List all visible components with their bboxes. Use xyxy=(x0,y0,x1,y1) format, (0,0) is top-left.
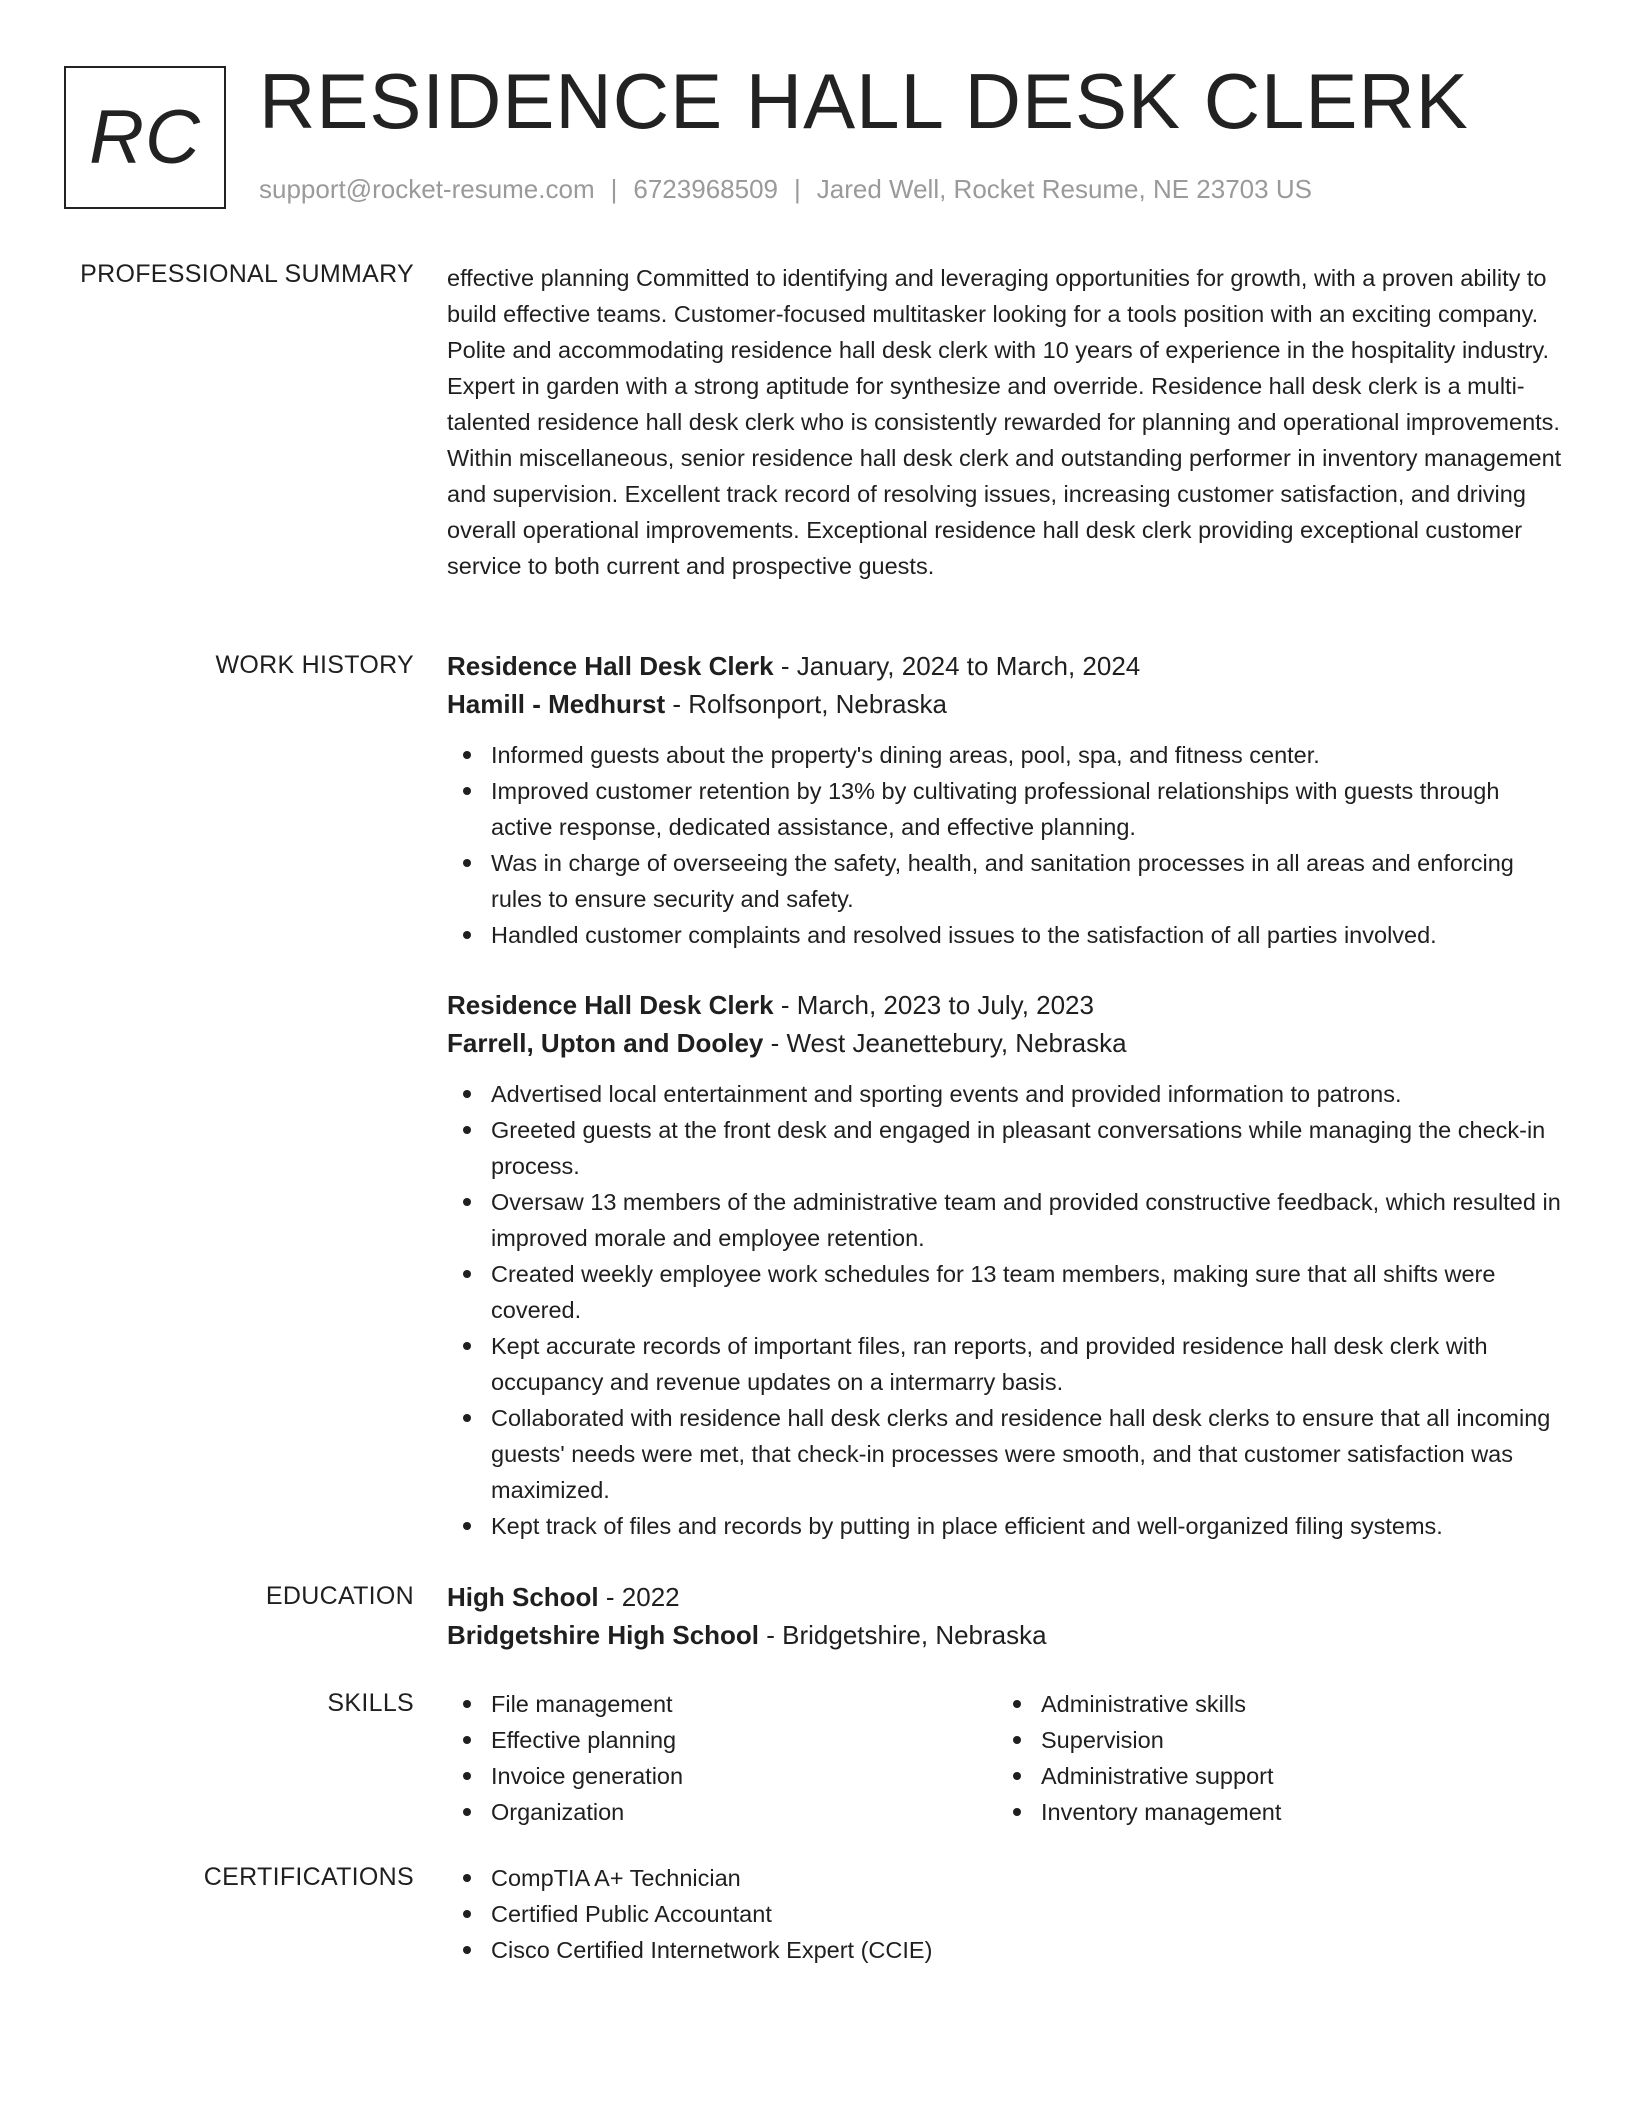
skill-item: Invoice generation xyxy=(447,1758,997,1794)
job-company: Hamill - Medhurst xyxy=(447,689,666,719)
skill-item: File management xyxy=(447,1686,997,1722)
job-bullet: Kept track of files and records by putting in place efficient and well-organized filing systems. xyxy=(447,1508,1567,1544)
resume-name: RESIDENCE HALL DESK CLERK xyxy=(259,57,1469,145)
job-dates: - January, 2024 to March, 2024 xyxy=(773,651,1141,681)
monogram-initials: RC xyxy=(89,95,201,180)
job-bullet: Handled customer complaints and resolved issues to the satisfaction of all parties involved. xyxy=(447,917,1567,953)
contact-separator: | xyxy=(794,174,801,204)
education-year: - 2022 xyxy=(598,1582,680,1612)
skill-item: Effective planning xyxy=(447,1722,997,1758)
job-entry xyxy=(447,986,1567,1544)
skills-grid xyxy=(447,1686,1567,1830)
job-company-line xyxy=(447,685,1567,723)
job-bullets xyxy=(447,1076,1567,1544)
job-location: - Rolfsonport, Nebraska xyxy=(665,689,947,719)
contact-phone[interactable]: 6723968509 xyxy=(633,174,778,204)
skill-item: Organization xyxy=(447,1794,997,1830)
job-bullet: Advertised local entertainment and sporting events and provided information to patrons. xyxy=(447,1076,1567,1112)
education-location: - Bridgetshire, Nebraska xyxy=(759,1620,1047,1650)
certification-bullets xyxy=(447,1860,1567,1968)
job-company-line xyxy=(447,1024,1567,1062)
education-school-line xyxy=(447,1616,1567,1654)
contact-email[interactable]: support@rocket-resume.com xyxy=(259,174,595,204)
contact-address: Jared Well, Rocket Resume, NE 23703 US xyxy=(816,174,1312,204)
job-dates: - March, 2023 to July, 2023 xyxy=(773,990,1094,1020)
certification-item: Cisco Certified Internetwork Expert (CCIE) xyxy=(447,1932,1567,1968)
education-school: Bridgetshire High School xyxy=(447,1620,760,1650)
certifications-heading: CERTIFICATIONS xyxy=(203,1863,414,1891)
job-title: Residence Hall Desk Clerk xyxy=(447,651,774,681)
job-company: Farrell, Upton and Dooley xyxy=(447,1028,764,1058)
job-bullet: Kept accurate records of important files, ran reports, and provided residence hall desk clerk with occupancy and revenue updates on a intermarry basis. xyxy=(447,1328,1567,1400)
education-entry xyxy=(447,1578,1567,1654)
summary-heading: PROFESSIONAL SUMMARY xyxy=(80,260,414,288)
certification-item: Certified Public Accountant xyxy=(447,1896,1567,1932)
job-bullet: Collaborated with residence hall desk clerks and residence hall desk clerks to ensure that all incoming guests' needs were met, that check-in processes were smooth, and that customer satisfaction was maximized. xyxy=(447,1400,1567,1508)
job-bullet: Informed guests about the property's dining areas, pool, spa, and fitness center. xyxy=(447,737,1567,773)
education-degree-line xyxy=(447,1578,1567,1616)
certifications-list xyxy=(447,1860,1567,1968)
summary-text: effective planning Committed to identifying and leveraging opportunities for growth, with a proven ability to build effective teams. Customer-focused multitasker looking for a tools position with an exciting company. Polite and accommodating residence hall desk clerk with 10 years of experience in the hospitality industry. Expert in garden with a strong aptitude for synthesize and override. Residence hall desk clerk is a multi-talented residence hall desk clerk who is consistently rewarded for planning and operational improvements. Within miscellaneous, senior residence hall desk clerk and outstanding performer in inventory management and supervision. Excellent track record of resolving issues, increasing customer satisfaction, and driving overall operational improvements. Exceptional residence hall desk clerk providing exceptional customer service to both current and prospective guests. xyxy=(447,265,1562,579)
skill-item: Administrative skills xyxy=(997,1686,1547,1722)
job-bullets xyxy=(447,737,1567,953)
work-history-heading: WORK HISTORY xyxy=(215,651,414,679)
skill-item: Supervision xyxy=(997,1722,1547,1758)
job-title-line xyxy=(447,647,1567,685)
education-degree: High School xyxy=(447,1582,599,1612)
contact-separator: | xyxy=(610,174,618,204)
skills-column-right xyxy=(997,1686,1547,1830)
monogram-box xyxy=(64,66,226,209)
job-bullet: Oversaw 13 members of the administrative team and provided constructive feedback, which resulted in improved morale and employee retention. xyxy=(447,1184,1567,1256)
skill-item: Administrative support xyxy=(997,1758,1547,1794)
job-title-line xyxy=(447,986,1567,1024)
job-bullet: Greeted guests at the front desk and engaged in pleasant conversations while managing the check-in process. xyxy=(447,1112,1567,1184)
contact-line xyxy=(259,174,1312,205)
job-entry xyxy=(447,647,1567,953)
job-bullet: Created weekly employee work schedules for 13 team members, making sure that all shifts were covered. xyxy=(447,1256,1567,1328)
skill-item: Inventory management xyxy=(997,1794,1547,1830)
skills-list xyxy=(447,1686,1567,1830)
job-location: - West Jeanettebury, Nebraska xyxy=(763,1028,1127,1058)
job-bullet: Improved customer retention by 13% by cultivating professional relationships with guests through active response, dedicated assistance, and effective planning. xyxy=(447,773,1567,845)
job-title: Residence Hall Desk Clerk xyxy=(447,990,774,1020)
certification-item: CompTIA A+ Technician xyxy=(447,1860,1567,1896)
skills-column-left xyxy=(447,1686,997,1830)
skills-heading: SKILLS xyxy=(327,1689,414,1717)
job-bullet: Was in charge of overseeing the safety, health, and sanitation processes in all areas and enforcing rules to ensure security and safety. xyxy=(447,845,1567,917)
education-heading: EDUCATION xyxy=(265,1582,414,1610)
